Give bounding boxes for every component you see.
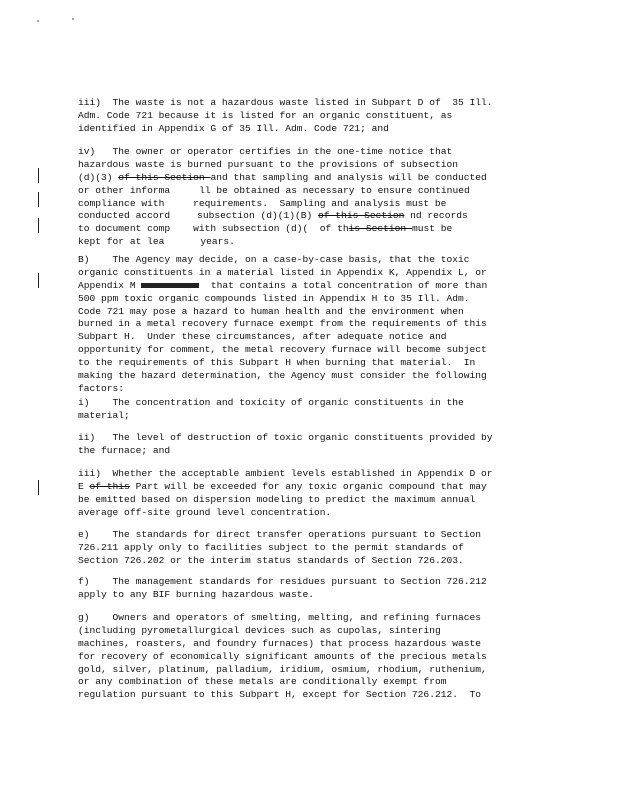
change-bar [38, 273, 39, 288]
text-line: ii) The level of destruction of toxic organic constituents provided by [78, 432, 493, 443]
change-bar [38, 168, 39, 183]
text-line: material; [78, 409, 130, 421]
text-line: B) The Agency may decide, on a case-by-case basis, that the toxic [78, 254, 470, 265]
text-line: or any combination of these metals are conditionally exempt from [78, 676, 447, 688]
paragraph-i-concentration [78, 397, 548, 423]
text-line: Section 726.202 or the interim status standards of Section 726.203. [78, 554, 464, 566]
text-line: Code 721 may pose a hazard to human health and the environment when [78, 305, 464, 317]
text-line: i) The concentration and toxicity of organic constituents in the [78, 397, 464, 408]
text-line: iv) The owner or operator certifies in the one-time notice that [78, 146, 453, 157]
text-line: opportunity for comment, the metal recovery furnace will become subject [78, 344, 487, 356]
text-line: hazardous waste is burned pursuant to the provisions of subsection [78, 158, 458, 170]
text-line: apply to any BIF burning hazardous waste. [78, 588, 315, 600]
paragraph-iii-not-hazardous [78, 97, 548, 136]
text-line: factors: [78, 382, 125, 394]
change-bar [38, 192, 39, 207]
text-line: compliance with requirements. Sampling and analysis must be [78, 197, 447, 209]
scan-speck [72, 18, 74, 20]
paragraph-ii-destruction [78, 432, 548, 458]
text-line: (d)(3) of this Section and that sampling and analysis will be conducted [78, 171, 487, 183]
text-line: for recovery of economically significant amounts of the precious metals [78, 650, 487, 662]
text-line: e) The standards for direct transfer operations pursuant to Section [78, 529, 482, 540]
text-line: f) The management standards for residues pursuant to Section 726.212 [78, 576, 487, 587]
text-line: gold, silver, platinum, palladium, iridium, osmium, rhodium, ruthenium, [78, 663, 487, 675]
paragraph-iii-ambient-levels [78, 468, 548, 520]
text-line: E of this Part will be exceeded for any toxic organic compound that may [78, 480, 487, 492]
text-line: making the hazard determination, the Agency must consider the following [78, 370, 487, 382]
change-bar [38, 480, 39, 495]
text-line: organic constituents in a material listed in Appendix K, Appendix L, or [78, 266, 487, 278]
scan-speck [37, 20, 39, 22]
text-line: machines, roasters, and foundry furnaces) that process hazardous waste [78, 637, 482, 649]
text-line: or other informa ll be obtained as necessary to ensure continued [78, 184, 470, 196]
text-line: the furnace; and [78, 444, 171, 456]
text-line: burned in a metal recovery furnace exempt from the requirements of this [78, 318, 487, 330]
text-line: conducted accord subsection (d)(1)(B) of this Section nd records [78, 210, 468, 222]
struck-text: of this Section [318, 210, 405, 222]
text-line: Adm. Code 721 because it is listed for an organic constituent, as [78, 109, 453, 121]
text-line: identified in Appendix G of 35 Ill. Adm. Code 721; and [78, 122, 389, 134]
text-line: Appendix M that contains a total concentration of more than [78, 279, 488, 291]
text-line: 500 ppm toxic organic compounds listed in Appendix H to 35 Ill. Adm. [78, 292, 470, 304]
text-line: average off-site ground level concentration. [78, 506, 332, 518]
paragraph-e-direct-transfer [78, 529, 548, 568]
paragraph-f-residues [78, 576, 548, 602]
text-line: 726.211 apply only to facilities subject to the permit standards of [78, 541, 464, 553]
paragraph-b-agency [78, 254, 548, 396]
struck-text: of this [89, 480, 130, 492]
paragraph-iv-certification [78, 146, 548, 249]
text-line: regulation pursuant to this Subpart H, except for Section 726.212. To [78, 689, 482, 701]
text-line: kept for at lea years. [78, 236, 235, 248]
change-bar [38, 218, 39, 233]
text-line: to the requirements of this Subpart H when burning that material. In [78, 357, 476, 369]
text-line: (including pyrometallurgical devices such as cupolas, sintering [78, 624, 441, 636]
text-line: g) Owners and operators of smelting, melting, and refining furnaces [78, 612, 482, 623]
redaction-mark [141, 283, 199, 288]
text-line: iii) Whether the acceptable ambient levels established in Appendix D or [78, 468, 493, 479]
text-line: to document comp with subsection (d)( of this Section must be [78, 223, 453, 235]
paragraph-g-smelting [78, 612, 548, 702]
text-line: be emitted based on dispersion modeling to predict the maximum annual [78, 493, 476, 505]
struck-text: of this Section [118, 171, 211, 183]
struck-text: is Section [348, 223, 412, 235]
text-line: iii) The waste is not a hazardous waste listed in Subpart D of 35 Ill. [78, 97, 493, 108]
text-line: Subpart H. Under these circumstances, after adequate notice and [78, 331, 447, 343]
